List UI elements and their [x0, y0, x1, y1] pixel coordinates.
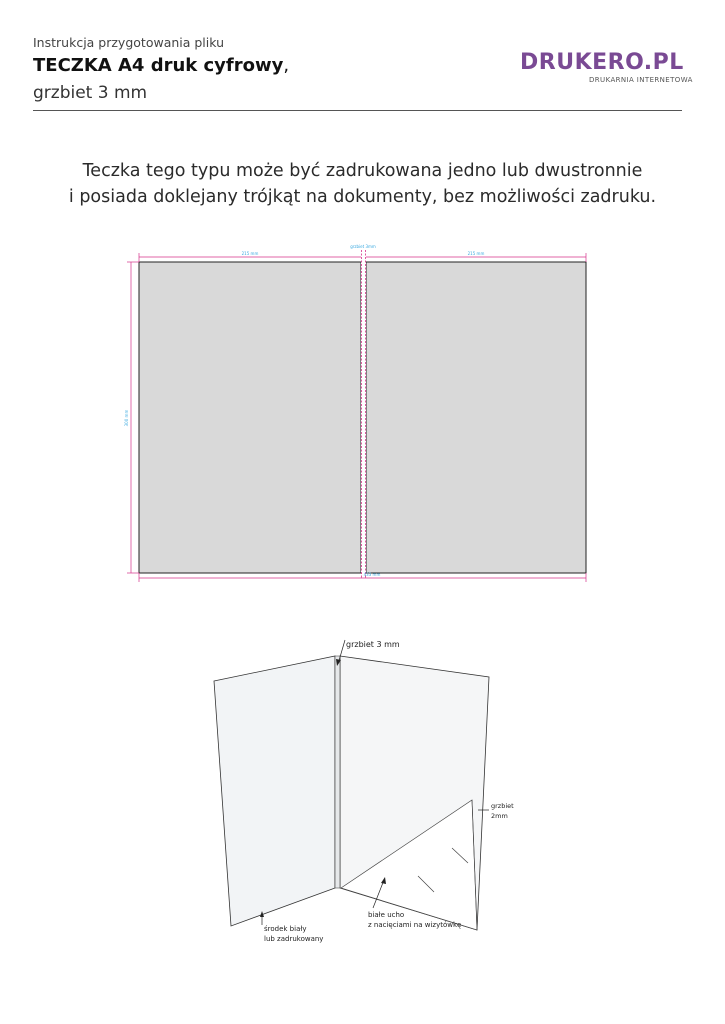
label-pocket-spine-2: 2mm — [491, 812, 508, 820]
document-title-suffix: , — [283, 55, 290, 76]
label-inside-1: środek biały — [264, 925, 307, 933]
right-cover-panel — [366, 262, 586, 573]
left-cover-panel — [139, 262, 361, 573]
dim-label-left: 215 mm — [241, 251, 259, 256]
label-spine-3mm: grzbiet 3 mm — [346, 640, 400, 649]
label-pocket-spine-1: grzbiet — [491, 802, 514, 810]
label-flap-1: białe ucho — [368, 911, 405, 919]
logo-tagline: DRUKARNIA INTERNETOWA — [589, 76, 693, 84]
dim-label-right: 215 mm — [467, 251, 485, 256]
logo-wordmark: DRUKERO.PL — [520, 50, 684, 75]
document-kicker: Instrukcja przygotowania pliku — [33, 35, 225, 50]
dim-label-height: 300 mm — [124, 409, 129, 427]
illustration-spine — [335, 656, 340, 888]
folder-illustration — [0, 600, 725, 1000]
spine-strip — [361, 262, 366, 573]
dim-label-total: 433 mm — [363, 572, 381, 577]
intro-line-1: Teczka tego typu może być zadrukowana jedno lub dwustronnie — [82, 161, 643, 181]
illustration-left-panel — [214, 656, 335, 926]
label-flap-2: z nacięciami na wizytówkę — [368, 921, 462, 929]
document-title-bold: TECZKA A4 druk cyfrowy — [33, 55, 284, 76]
intro-line-2: i posiada doklejany trójkąt na dokumenty, bez możliwości zadruku. — [68, 187, 657, 207]
dim-label-spine: grzbiet 3mm — [350, 244, 376, 249]
document-subtitle: grzbiet 3 mm — [33, 83, 148, 103]
label-inside-2: lub zadrukowany — [264, 935, 324, 943]
